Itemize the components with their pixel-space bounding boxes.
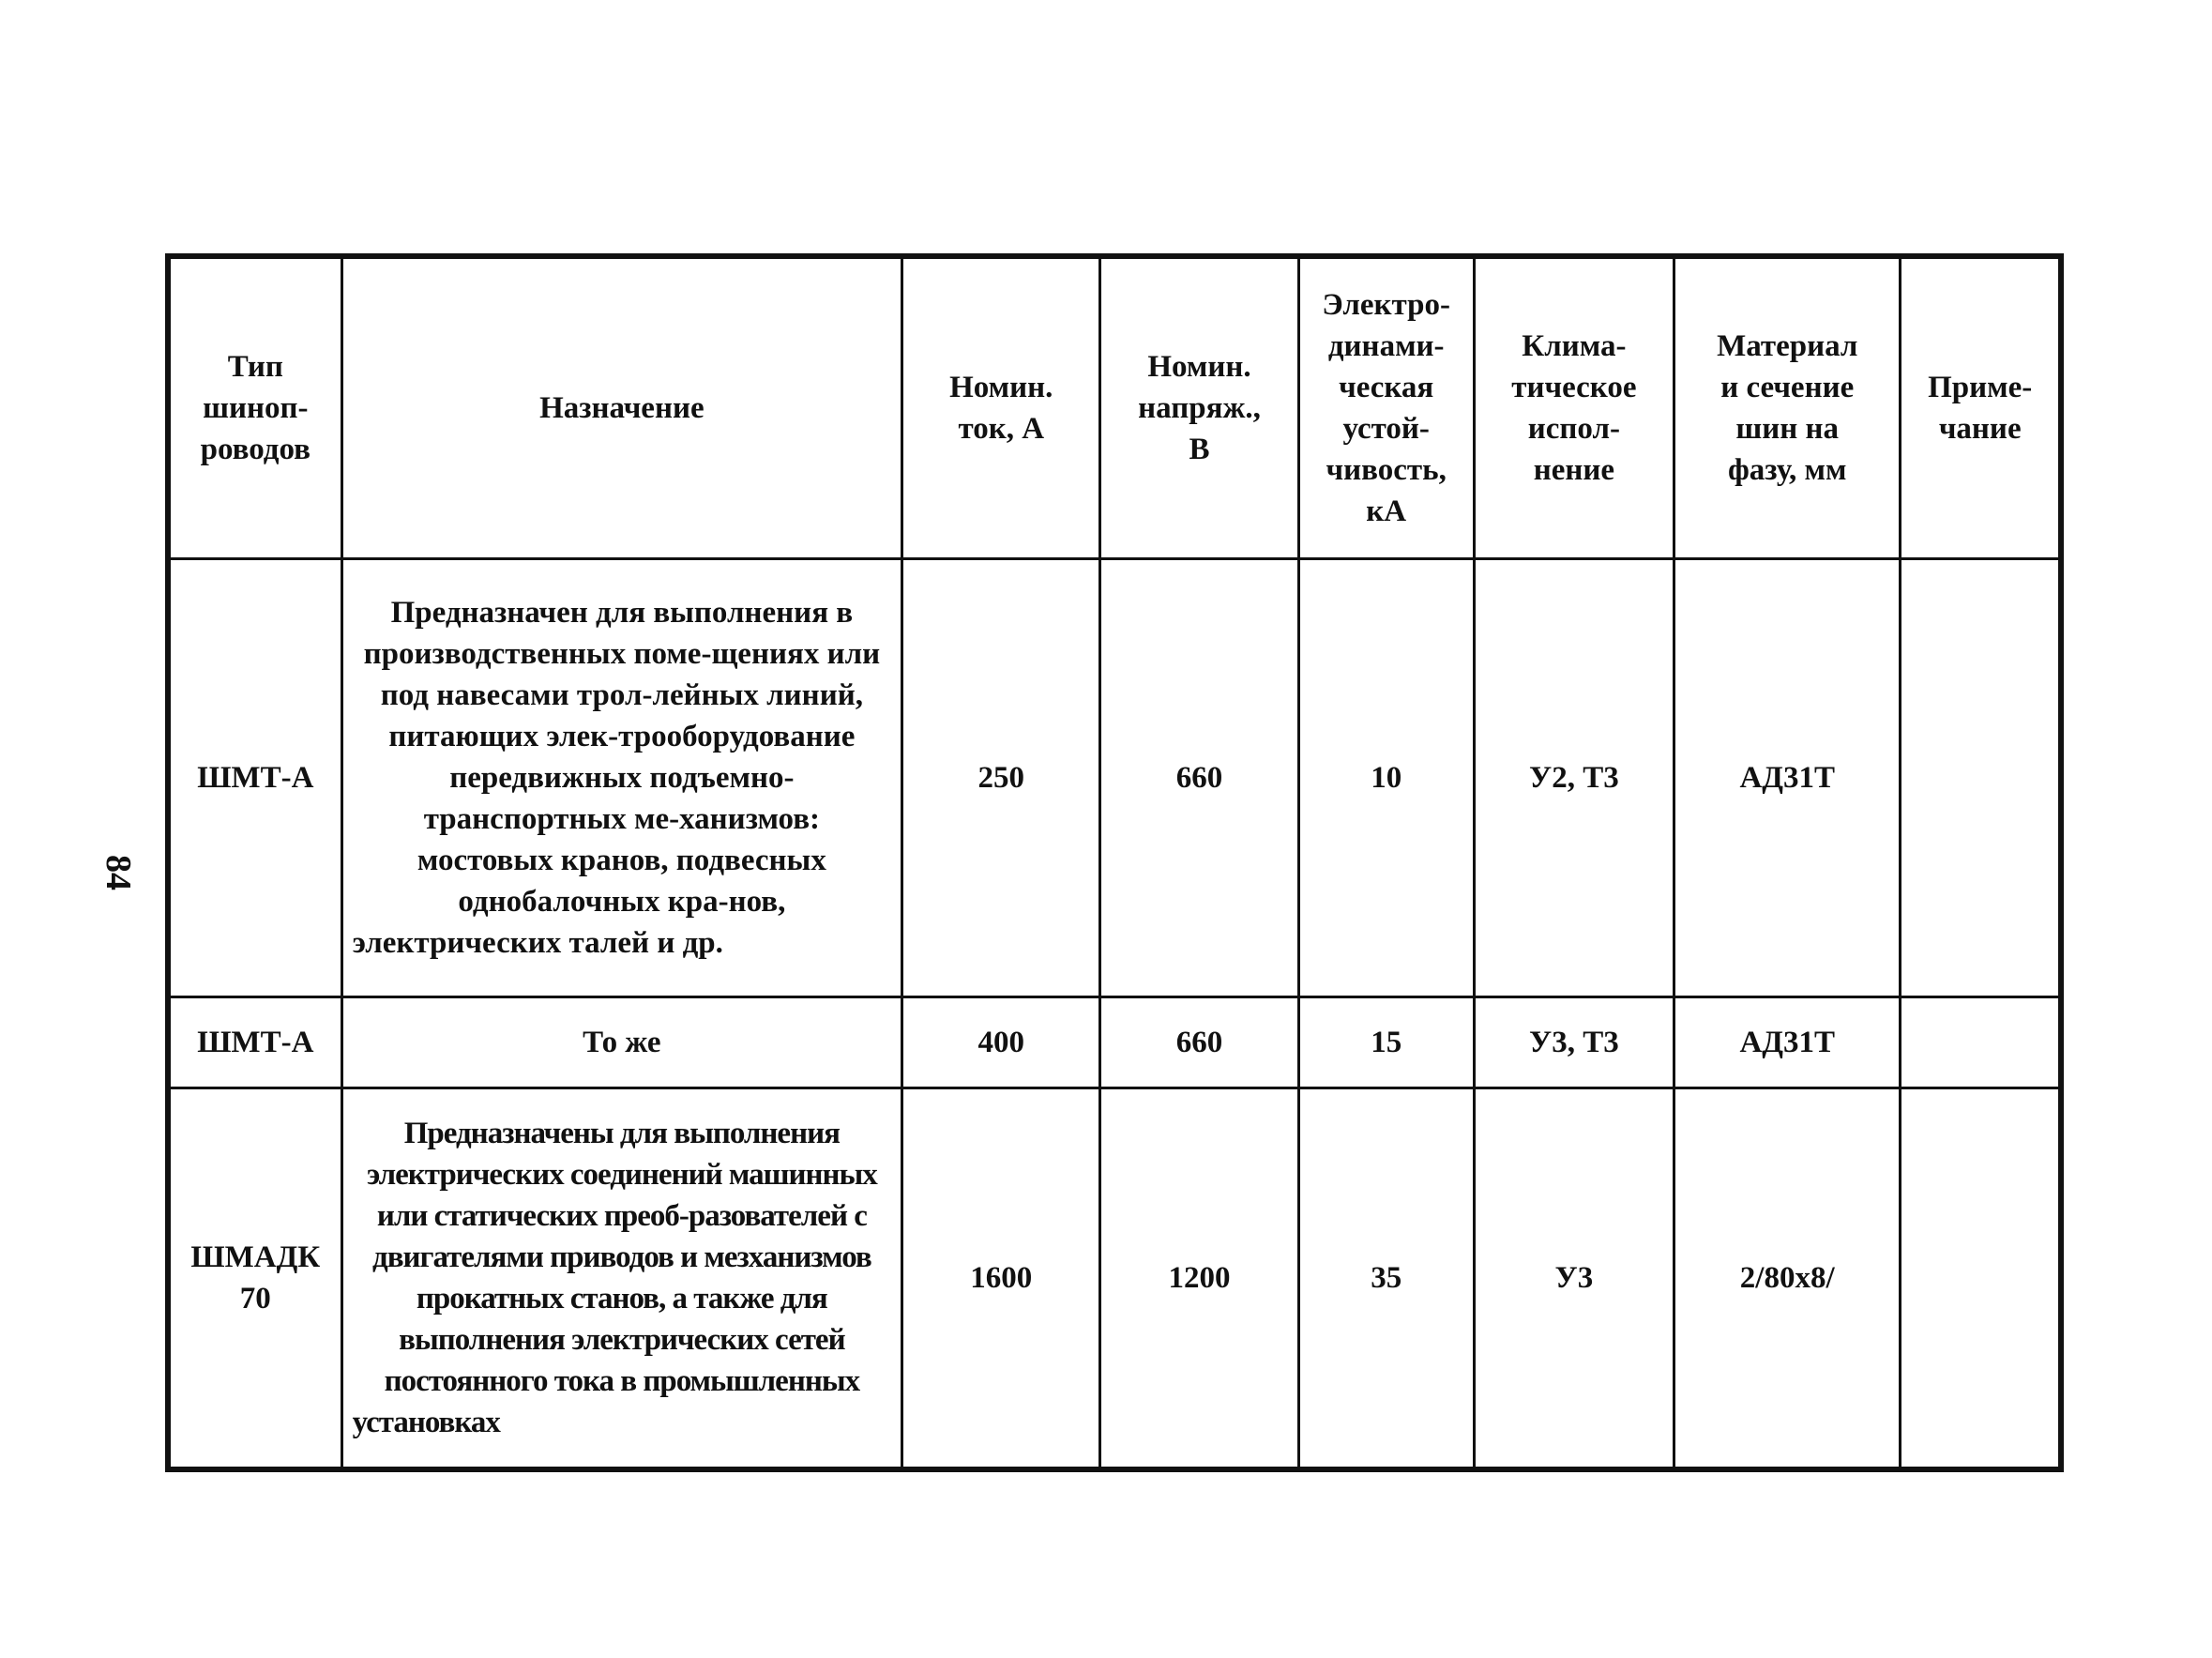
cell-voltage: 1200 (1100, 1088, 1298, 1470)
cell-climate: У3, Т3 (1474, 997, 1674, 1088)
cell-material: АД31Т (1674, 559, 1901, 997)
cell-purpose: Предназначены для выполнения электрических соединений машинных или статических преоб-разователей с двигателями приводов и мезханизмов прокатных станов, а также для выполнения электрических сетей постоянного тока в промышленных установках (341, 1088, 902, 1470)
table-row (168, 1088, 2061, 1470)
cell-stability: 15 (1298, 997, 1474, 1088)
cell-material: 2/80х8/ (1674, 1088, 1901, 1470)
page-number: 84 (98, 855, 138, 890)
cell-purpose: Предназначен для выполнения в производственных поме-щениях или под навесами трол-лейных линий, питающих элек-трооборудование передвижных подъемно-транспортных ме-ханизмов: мостовых кранов, подвесных однобалочных кра-нов, электрических талей и др. (341, 559, 902, 997)
table-row (168, 559, 2061, 997)
cell-stability: 10 (1298, 559, 1474, 997)
header-climate: Клима- тическое испол- нение (1474, 256, 1674, 559)
header-voltage: Номин. напряж., В (1100, 256, 1298, 559)
cell-climate: У3 (1474, 1088, 1674, 1470)
busbar-spec-table (165, 253, 2064, 1472)
cell-climate: У2, Т3 (1474, 559, 1674, 997)
header-material: Материал и сечение шин на фазу, мм (1674, 256, 1901, 559)
table-row (168, 997, 2061, 1088)
cell-note (1901, 559, 2061, 997)
cell-purpose: То же (341, 997, 902, 1088)
header-current: Номин. ток, А (902, 256, 1100, 559)
cell-current: 250 (902, 559, 1100, 997)
cell-type: ШМТ-А (168, 559, 341, 997)
table-header-row (168, 256, 2061, 559)
cell-voltage: 660 (1100, 997, 1298, 1088)
cell-voltage: 660 (1100, 559, 1298, 997)
header-note: Приме- чание (1901, 256, 2061, 559)
header-type: Тип шиноп- роводов (168, 256, 341, 559)
header-stability: Электро- динами- ческая устой- чивость, кА (1298, 256, 1474, 559)
header-purpose: Назначение (341, 256, 902, 559)
cell-current: 400 (902, 997, 1100, 1088)
cell-current: 1600 (902, 1088, 1100, 1470)
cell-material: АД31Т (1674, 997, 1901, 1088)
cell-type: ШМТ-А (168, 997, 341, 1088)
cell-note (1901, 1088, 2061, 1470)
cell-note (1901, 997, 2061, 1088)
cell-stability: 35 (1298, 1088, 1474, 1470)
cell-type: ШМАДК 70 (168, 1088, 341, 1470)
